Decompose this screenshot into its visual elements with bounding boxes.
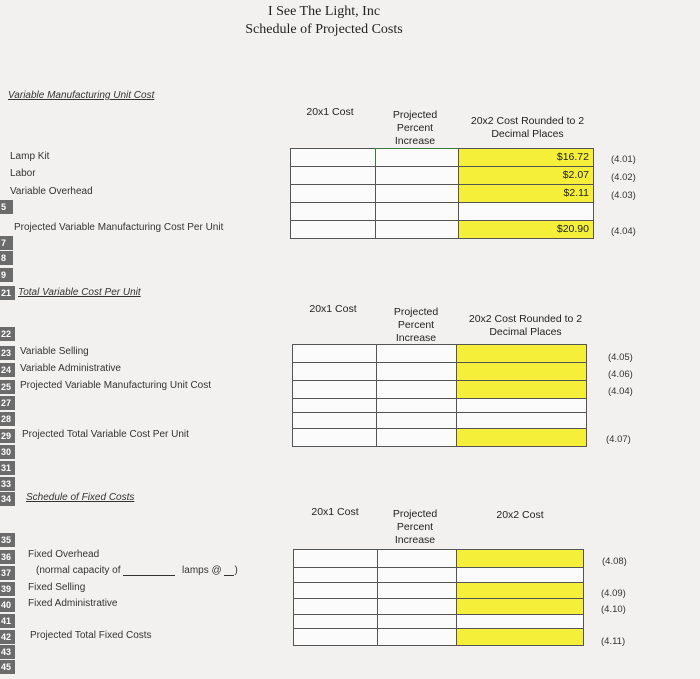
s3-20x1-cell[interactable] [293, 628, 378, 646]
section1-heading: Variable Manufacturing Unit Cost [8, 90, 155, 101]
row-number[interactable]: 37 [0, 566, 15, 580]
projected-var-mfg-label: Projected Variable Manufacturing Cost Per Unit [14, 222, 224, 233]
s2-20x1-cell[interactable] [292, 412, 377, 429]
s1-20x1-cell[interactable] [290, 148, 376, 167]
variable-admin-label: Variable Administrative [20, 363, 121, 374]
close-paren: ) [234, 565, 238, 576]
s2-20x1-cell[interactable] [292, 380, 377, 399]
s2-percent-cell[interactable] [376, 412, 457, 429]
s1-20x1-cell[interactable] [290, 202, 376, 221]
row-number[interactable]: 21 [0, 286, 15, 300]
ref-4-04: (4.04) [611, 226, 636, 237]
row-number[interactable]: 31 [0, 461, 15, 475]
s2-var-selling-cell[interactable] [456, 344, 587, 363]
s3-fixed-selling-cell[interactable] [456, 582, 584, 599]
s3-col-20x1-header: 20x1 Cost [311, 506, 359, 518]
row-number[interactable]: 43 [0, 645, 15, 659]
lamp-kit-label: Lamp Kit [10, 151, 50, 162]
s1-total-cost-cell[interactable] [458, 220, 594, 239]
s2-percent-cell[interactable] [376, 398, 457, 413]
s1-labor-cost-cell[interactable] [458, 166, 594, 185]
s2-total-var-cell[interactable] [456, 428, 587, 447]
normal-capacity-line [36, 565, 238, 576]
row-number[interactable]: 30 [0, 445, 15, 459]
row-number[interactable]: 9 [0, 268, 13, 282]
labor-label: Labor [10, 168, 36, 179]
s3-empty-cell[interactable] [456, 567, 584, 583]
variable-overhead-value: $2.11 [563, 187, 589, 199]
row-number[interactable]: 7 [0, 236, 13, 250]
s3-20x1-cell[interactable] [293, 614, 378, 629]
s3-20x1-cell[interactable] [293, 582, 378, 599]
s3-percent-cell[interactable] [377, 567, 457, 583]
row-number[interactable]: 8 [0, 251, 13, 265]
s3-20x1-cell[interactable] [293, 598, 378, 615]
row-number[interactable]: 45 [0, 660, 15, 674]
row-number[interactable]: 40 [0, 598, 15, 612]
ref-4-07: (4.07) [606, 434, 631, 445]
row-number[interactable]: 23 [0, 346, 15, 360]
s3-col-20x2-header: 20x2 Cost [496, 509, 544, 521]
proj-var-mfg-unit-label: Projected Variable Manufacturing Unit Cost [20, 380, 212, 391]
s2-percent-cell[interactable] [376, 362, 457, 381]
company-title: I See The Light, Inc [267, 4, 381, 19]
variable-selling-label: Variable Selling [20, 346, 89, 357]
section2-heading: Total Variable Cost Per Unit [18, 287, 141, 298]
s2-20x1-cell[interactable] [292, 344, 377, 363]
capacity-blank[interactable] [123, 566, 175, 576]
row-number[interactable]: 27 [0, 396, 15, 410]
s2-var-mfg-cell[interactable] [456, 380, 587, 399]
s1-lamp-kit-cost-cell[interactable] [458, 148, 594, 167]
ref-4-02: (4.02) [611, 172, 636, 183]
row-number[interactable]: 29 [0, 429, 15, 443]
s2-col-20x1-header: 20x1 Cost [309, 303, 357, 315]
row-number[interactable]: 41 [0, 614, 15, 628]
schedule-subtitle: Schedule of Projected Costs [245, 22, 403, 37]
s2-percent-cell[interactable] [376, 428, 457, 447]
s1-var-overhead-cost-cell[interactable] [458, 184, 594, 203]
ref-4-03: (4.03) [611, 190, 636, 201]
s3-fixed-overhead-cell[interactable] [456, 549, 584, 568]
s1-percent-cell[interactable] [375, 202, 459, 221]
ref-4-10: (4.10) [601, 604, 626, 615]
row-number[interactable]: 33 [0, 477, 15, 491]
row-number[interactable]: 39 [0, 582, 15, 596]
proj-total-var-label: Projected Total Variable Cost Per Unit [22, 429, 189, 440]
ref-4-11: (4.11) [601, 636, 626, 647]
section3-heading: Schedule of Fixed Costs [26, 492, 135, 503]
s1-percent-cell[interactable] [375, 148, 459, 167]
s3-20x1-cell[interactable] [293, 567, 378, 583]
row-number[interactable]: 36 [0, 550, 15, 564]
s2-20x1-cell[interactable] [292, 398, 377, 413]
s2-percent-cell[interactable] [376, 380, 457, 399]
s3-percent-cell[interactable] [377, 614, 457, 629]
ref-4-06: (4.06) [608, 369, 633, 380]
s1-empty-cell[interactable] [458, 202, 594, 221]
s3-empty-cell[interactable] [456, 614, 584, 629]
variable-overhead-label: Variable Overhead [10, 186, 93, 197]
row-number[interactable]: 24 [0, 363, 15, 377]
s1-percent-cell[interactable] [375, 184, 459, 203]
fixed-admin-label: Fixed Administrative [28, 598, 118, 609]
s2-20x1-cell[interactable] [292, 362, 377, 381]
s1-20x1-cell[interactable] [290, 184, 376, 203]
s2-empty-cell[interactable] [456, 412, 587, 429]
ref-4-08: (4.08) [602, 556, 627, 567]
rate-blank[interactable] [224, 566, 234, 576]
s3-percent-cell[interactable] [377, 628, 457, 646]
s1-col-20x2-header: 20x2 Cost Rounded to 2 Decimal Places [470, 115, 585, 140]
s2-col-percent-header: Projected Percent Increase [393, 306, 439, 344]
lamp-kit-value: $16.72 [556, 151, 589, 163]
row-number[interactable]: 28 [0, 412, 15, 426]
ref-4-09: (4.09) [601, 588, 626, 599]
s2-col-20x2-header: 20x2 Cost Rounded to 2 Decimal Places [468, 313, 583, 338]
row-number[interactable]: 35 [0, 533, 15, 547]
s3-percent-cell[interactable] [377, 582, 457, 599]
row-number[interactable]: 42 [0, 630, 15, 644]
s1-20x1-cell[interactable] [290, 166, 376, 185]
s2-empty-cell[interactable] [456, 398, 587, 413]
normal-capacity-label: (normal capacity of [36, 565, 121, 576]
ref-4-01: (4.01) [611, 154, 636, 165]
s1-col-20x1-header: 20x1 Cost [306, 106, 354, 118]
s1-percent-cell[interactable] [375, 220, 459, 239]
fixed-overhead-label: Fixed Overhead [28, 549, 100, 560]
row-number[interactable]: 22 [0, 327, 15, 341]
row-number[interactable]: 34 [0, 492, 15, 506]
s3-percent-cell[interactable] [377, 598, 457, 615]
row-number[interactable]: 5 [0, 200, 13, 214]
row-number[interactable]: 25 [0, 380, 15, 394]
s1-percent-cell[interactable] [375, 166, 459, 185]
s2-20x1-cell[interactable] [292, 428, 377, 447]
projected-var-mfg-value: $20.90 [556, 223, 589, 235]
labor-value: $2.07 [562, 169, 589, 181]
proj-total-fixed-label: Projected Total Fixed Costs [30, 630, 152, 641]
s3-fixed-admin-cell[interactable] [456, 598, 584, 615]
ref-4-04b: (4.04) [608, 386, 633, 397]
ref-4-05: (4.05) [608, 352, 633, 363]
row-number-column [0, 0, 14, 679]
s3-percent-cell[interactable] [377, 549, 457, 568]
s1-20x1-cell[interactable] [290, 220, 376, 239]
s2-var-admin-cell[interactable] [456, 362, 587, 381]
s1-col-percent-header: Projected Percent Increase [392, 109, 438, 147]
lamps-label: lamps @ [182, 565, 222, 576]
s3-20x1-cell[interactable] [293, 549, 378, 568]
s2-percent-cell[interactable] [376, 344, 457, 363]
s3-total-fixed-cell[interactable] [456, 628, 584, 646]
fixed-selling-label: Fixed Selling [28, 582, 86, 593]
s3-col-percent-header: Projected Percent Increase [392, 508, 438, 546]
